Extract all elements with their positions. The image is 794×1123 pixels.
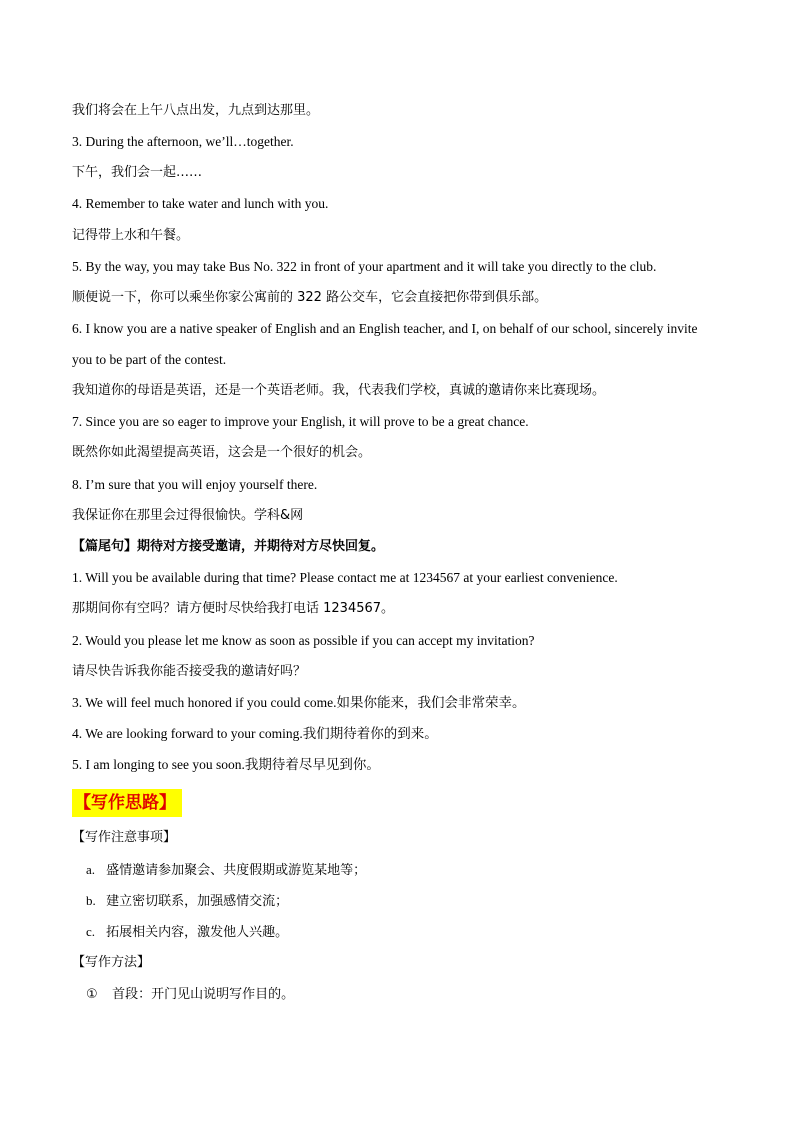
text-line: 5. I am longing to see you soon.我期待着尽早见到你。 [72,757,380,772]
text-line: 1. Will you be available during that time? Please contact me at 1234567 at your earliest convenience. [72,570,618,585]
method-title: 【写作方法】 [72,955,151,970]
text-line: 3. During the afternoon, we’ll…together. [72,134,294,149]
text-line: 下午，我们会一起…… [72,165,203,180]
text-line: 3. We will feel much honored if you could come.如果你能来，我们会非常荣幸。 [72,695,526,710]
text-line: 2. Would you please let me know as soon as possible if you can accept my invitation? [72,633,535,648]
text-line: 4. We are looking forward to your coming.我们期待着你的到来。 [72,726,438,741]
note-item [86,891,288,912]
note-item [86,922,288,943]
note-text: 拓展相关内容，激发他人兴趣。 [106,925,289,940]
text-line: 那期间你有空吗？请方便时尽快给我打电话 1234567。 [72,601,395,616]
text-line: you to be part of the contest. [72,352,227,367]
text-line: 记得带上水和午餐。 [72,228,190,243]
note-text: 盛情邀请参加聚会、共度假期或游览某地等； [106,863,367,878]
closing-sentences-heading: 【篇尾句】期待对方接受邀请，并期待对方尽快回复。 [72,539,385,554]
method-item [86,985,294,1005]
method-item-text: 首段：开门见山说明写作目的。 [112,987,295,1002]
notes-title: 【写作注意事项】 [72,830,177,845]
text-line: 我保证你在那里会过得很愉快。学科&网 [72,508,304,523]
note-letter: b. [86,893,96,908]
text-line: 5. By the way, you may take Bus No. 322 in front of your apartment and it will take you directly to the club. [72,259,657,274]
text-line: 我知道你的母语是英语，还是一个英语老师。我，代表我们学校，真诚的邀请你来比赛现场。 [72,383,606,398]
section-heading-writing-ideas: 【写作思路】 [72,789,182,817]
text-line: 4. Remember to take water and lunch with you. [72,196,329,211]
note-text: 建立密切联系，加强感情交流； [106,894,289,909]
text-line: 顺便说一下，你可以乘坐你家公寓前的 322 路公交车，它会直接把你带到俱乐部。 [72,290,548,305]
text-line: 7. Since you are so eager to improve your English, it will prove to be a great chance. [72,414,529,429]
text-line: 6. I know you are a native speaker of English and an English teacher, and I, on behalf of our school, sincerely invite [72,321,698,336]
method-item-number: ① [86,987,98,1002]
note-letter: a. [86,862,96,877]
text-line: 既然你如此渴望提高英语，这会是一个很好的机会。 [72,445,372,460]
text-line: 请尽快告诉我你能否接受我的邀请好吗？ [72,664,307,679]
note-item [86,860,366,881]
text-line: 8. I’m sure that you will enjoy yourself there. [72,477,318,492]
note-letter: c. [86,924,96,939]
text-line: 我们将会在上午八点出发，九点到达那里。 [72,103,320,118]
